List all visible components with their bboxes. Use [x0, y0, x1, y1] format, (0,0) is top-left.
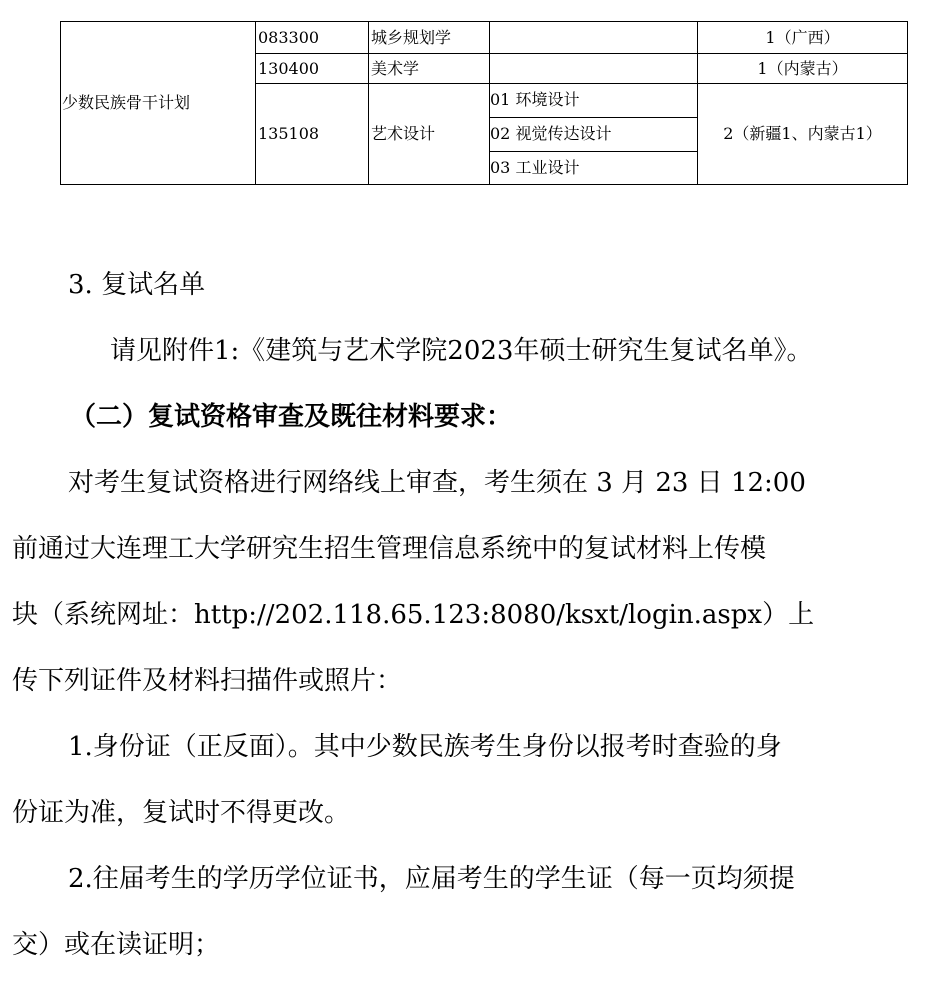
- program-name: 少数民族骨干计划: [62, 93, 191, 112]
- paragraph-line: 传下列证件及材料扫描件或照片：: [12, 666, 403, 696]
- table-border: [255, 83, 908, 84]
- quota-cell: 2（新疆1、内蒙古1）: [723, 124, 882, 143]
- table-border: [489, 117, 698, 118]
- table-border: [907, 21, 908, 185]
- quota-table: [0, 0, 928, 200]
- quota-cell: 1（广西）: [765, 28, 840, 47]
- paragraph-line: 1.身份证（正反面）。其中少数民族考生身份以报考时查验的身: [68, 732, 782, 762]
- major-name: 城乡规划学: [371, 28, 452, 47]
- table-border: [60, 21, 61, 185]
- paragraph-line: 交）或在读证明；: [12, 930, 221, 960]
- paragraph-line: 对考生复试资格进行网络线上审查，考生须在 3 月 23 日 12:00: [68, 468, 806, 498]
- section-body: 请见附件1:《建筑与艺术学院2023年硕士研究生复试名单》。: [110, 336, 813, 366]
- paragraph-line: 块（系统网址：http://202.118.65.123:8080/ksxt/login.aspx）上: [12, 600, 815, 630]
- major-code: 130400: [258, 59, 320, 78]
- major-code: 083300: [258, 28, 320, 47]
- direction-cell: 01 环境设计: [490, 90, 580, 109]
- direction-cell: 02 视觉传达设计: [490, 124, 612, 143]
- table-border: [489, 151, 698, 152]
- paragraph-line: 2.往届考生的学历学位证书，应届考生的学生证（每一页均须提: [68, 864, 795, 894]
- paragraph-line: 前通过大连理工大学研究生招生管理信息系统中的复试材料上传模: [12, 534, 767, 564]
- section-heading: （二）复试资格审查及既往材料要求：: [70, 402, 513, 432]
- table-border: [60, 21, 908, 22]
- major-name: 美术学: [371, 59, 420, 78]
- table-border: [368, 21, 369, 185]
- direction-cell: 03 工业设计: [490, 158, 580, 177]
- major-code: 135108: [258, 124, 320, 143]
- major-name: 艺术设计: [371, 124, 436, 143]
- table-border: [255, 21, 256, 185]
- section-title: 3. 复试名单: [68, 270, 206, 300]
- table-border: [255, 53, 908, 54]
- quota-cell: 1（内蒙古）: [757, 59, 848, 78]
- table-border: [60, 184, 908, 185]
- paragraph-line: 份证为准，复试时不得更改。: [12, 798, 351, 828]
